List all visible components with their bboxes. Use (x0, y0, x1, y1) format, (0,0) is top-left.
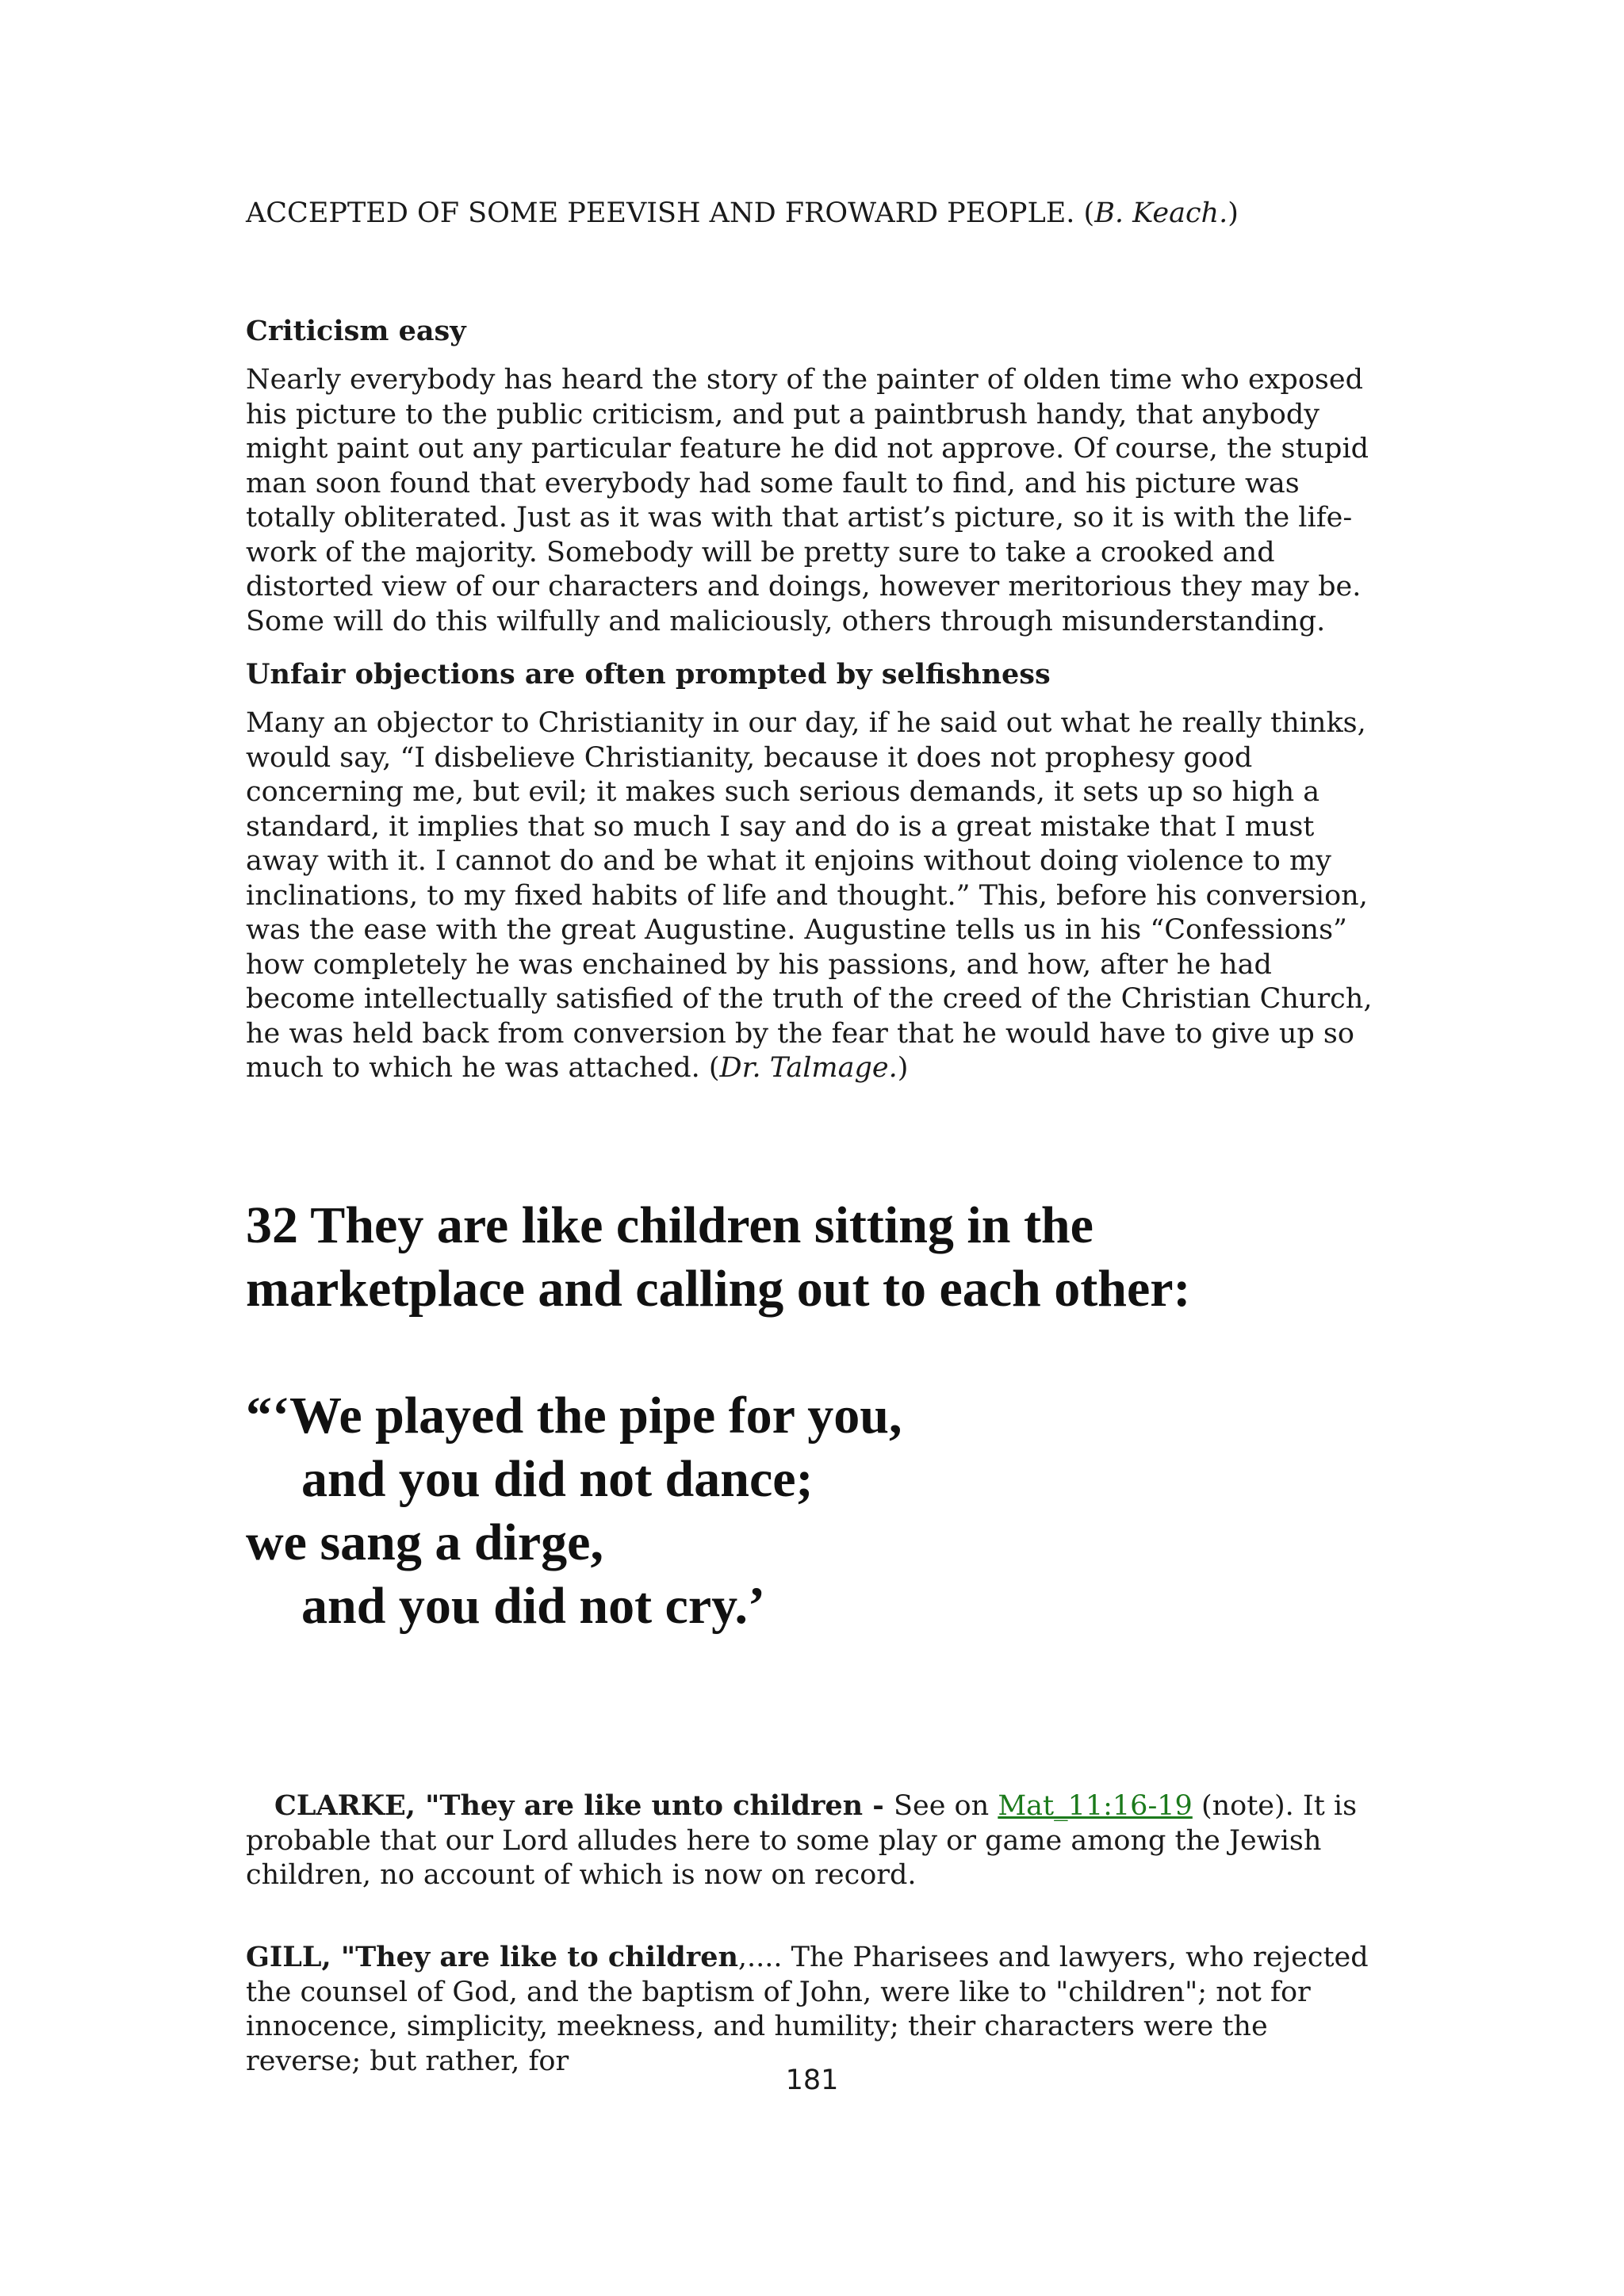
scripture-link[interactable]: Mat_11:16-19 (998, 1790, 1193, 1822)
verse-line: marketplace and calling out to each other: (246, 1260, 1191, 1318)
commentary-text: (note). It is probable that our Lord alludes here to some play or game among the Jewish children, no account of which is now on record. (246, 1790, 1358, 1891)
page-number: 181 (785, 2064, 839, 2096)
commentary-text: ,.... The Pharisees and lawyers, who rejected the counsel of God, and the baptism of John, were like to "children"; not for innocence, simplicity, meekness, and humility; their characters were the reverse; but rather, for (246, 1942, 1369, 2077)
top-line-author: B. Keach. (1094, 197, 1228, 229)
section-body: Nearly everybody has heard the story of the painter of olden time who exposed his picture to the public criticism, and put a paintbrush handy, that anybody might paint out any particular feature he did not approve. Of course, the stupid man soon found that everybody had some fault to find, and his picture was totally obliterated. Just as it was with that artist’s picture, so it is with the life-work of the majority. Somebody will be pretty sure to take a crooked and distorted view of our characters and doings, however meritorious they may be. Some will do this wilfully and maliciously, others through misunderstanding. (246, 364, 1369, 637)
clarke-commentary (246, 1789, 1380, 1893)
verse-line: we sang a dirge, (246, 1513, 603, 1571)
section-body-close: ) (897, 1052, 909, 1084)
section-heading: Criticism easy (246, 315, 466, 347)
verse-line: 32 They are like children sitting in the (246, 1196, 1094, 1254)
section-heading: Unfair objections are often prompted by selfishness (246, 658, 1051, 691)
top-line-close: ) (1228, 197, 1239, 229)
section-body-author: Dr. Talmage. (719, 1052, 898, 1084)
verse-blank (246, 1321, 1435, 1384)
verse-32 (246, 1194, 1435, 1638)
section-body (246, 706, 1380, 1086)
section-criticism-easy (246, 314, 1380, 639)
commentary-see: See on (894, 1790, 998, 1822)
verse-line: and you did not cry.’ (301, 1577, 765, 1635)
top-line (246, 197, 1239, 232)
commentary-label: CLARKE, "They are like unto children - (274, 1789, 894, 1822)
verse-line: “‘We played the pipe for you, (246, 1387, 902, 1445)
section-unfair-objections (246, 657, 1380, 1086)
verse-line: and you did not dance; (301, 1450, 814, 1508)
top-line-text: ACCEPTED OF SOME PEEVISH AND FROWARD PEOPLE. ( (246, 197, 1095, 229)
section-body-text: Many an objector to Christianity in our day, if he said out what he really thinks, would say, “I disbelieve Christianity, because it does not prophesy good concerning me, but evil; it makes such serious demands, it sets up so high a standard, it implies that so much I say and do is a great mistake that I must away with it. I cannot do and be what it enjoins without doing violence to my inclinations, to my fixed habits of life and thought.” This, before his conversion, was the ease with the great Augustine. Augustine tells us in his “Confessions” how completely he was enchained by his passions, and how, after he had become intellectually satisfied of the truth of the creed of the Christian Church, he was held back from conversion by the fear that he would have to give up so much to which he was attached. ( (246, 707, 1373, 1084)
gill-commentary (246, 1940, 1380, 2079)
commentary-label: GILL, "They are like to children (246, 1941, 738, 1973)
